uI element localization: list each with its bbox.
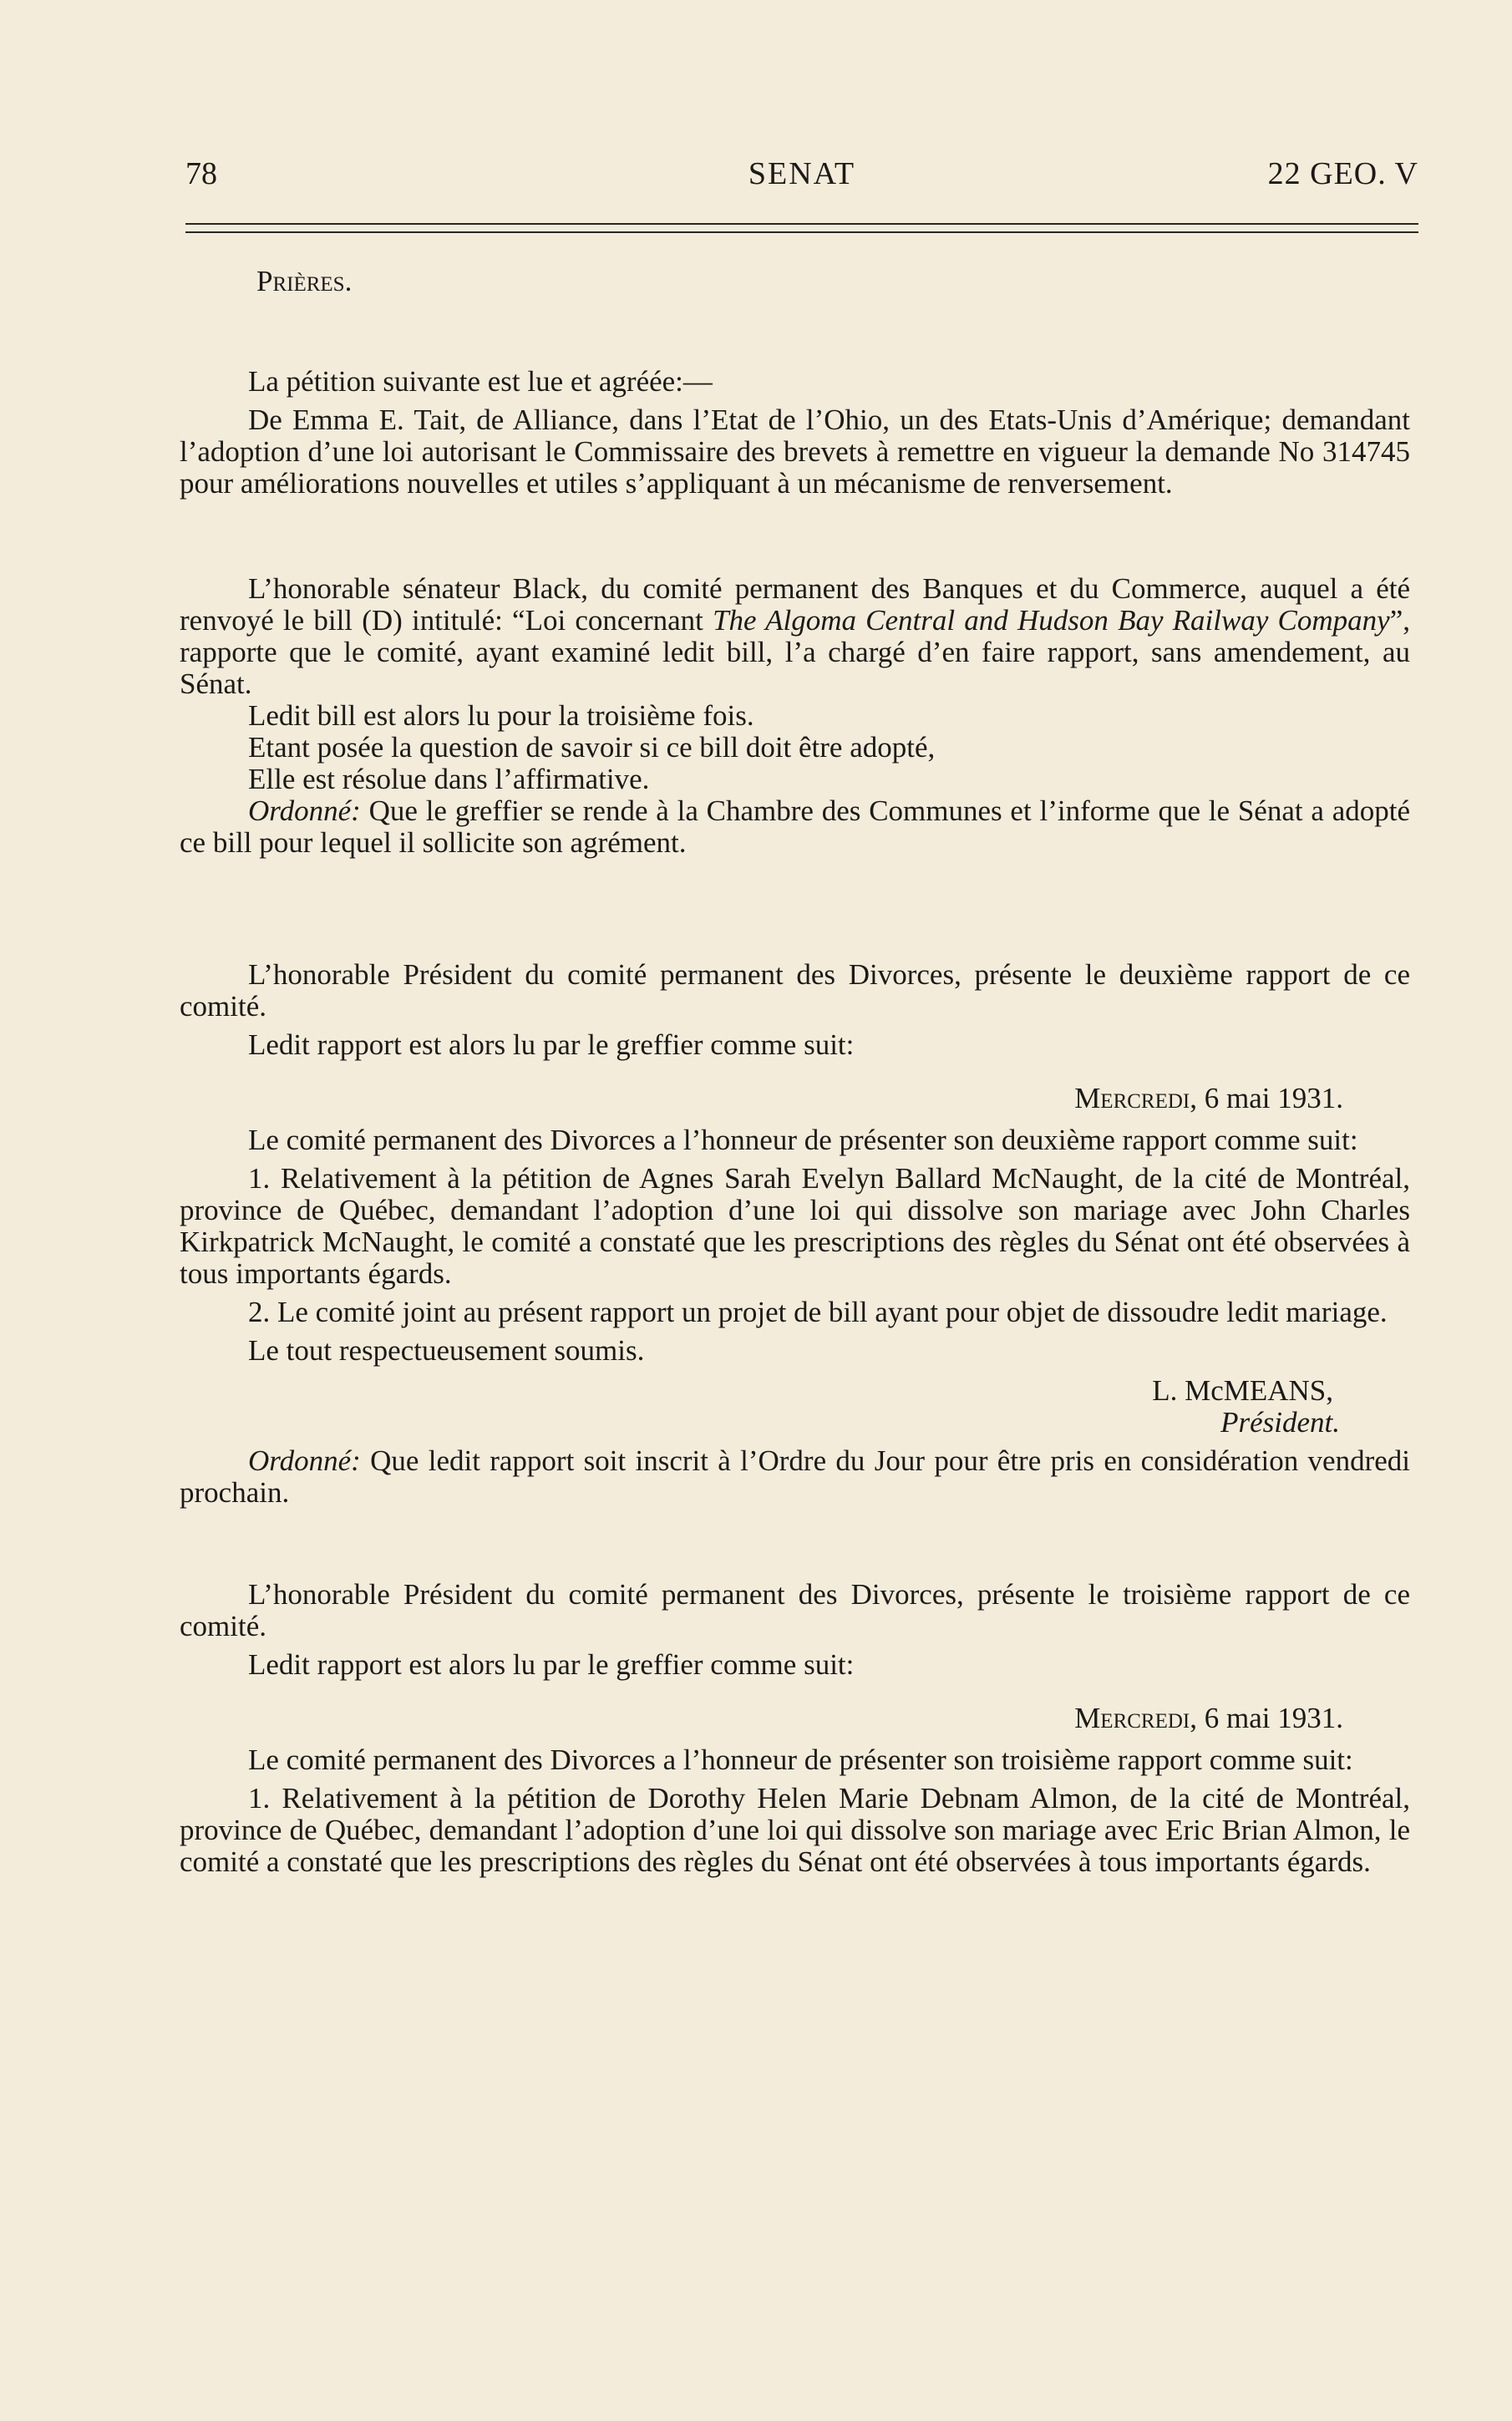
second-report-read: Ledit rapport est alors lu par le greffier comme suit:	[248, 1028, 855, 1061]
petition-text: De Emma E. Tait, de Alliance, dans l’Etat de l’Ohio, un des Etats-Unis d’Amérique; demandant l’adoption d’une loi autorisant le Commissaire des brevets à remettre en vigueur la demande No 314745 pour améliorations nouvelles et utiles s’appliquant à un mécanisme de renversement.	[180, 404, 1410, 500]
third-report-opening: Le comité permanent des Divorces a l’honneur de présenter son troisième rapport comme suit:	[248, 1743, 1353, 1776]
ordonne-paragraph: Ordonné: Que le greffier se rende à la Chambre des Communes et l’informe que le Sénat a adopté ce bill pour lequel il sollicite son agrément.	[180, 794, 1410, 859]
signature-title: Président.	[1220, 1406, 1340, 1439]
third-report-date: Mercredi, 6 mai 1931.	[1074, 1702, 1343, 1734]
affirmative-line: Elle est résolue dans l’affirmative.	[248, 763, 650, 795]
second-ordonne-paragraph: Ordonné: Que ledit rapport soit inscrit à l’Ordre du Jour pour être pris en considération vendredi prochain.	[180, 1444, 1410, 1509]
second-report-item-2: 2. Le comité joint au présent rapport un projet de bill ayant pour objet de dissoudre ledit mariage.	[248, 1296, 1388, 1328]
second-report-intro: L’honorable Président du comité permanent des Divorces, présente le deuxième rapport de ce comité.	[180, 958, 1410, 1023]
header-rule-top	[185, 223, 1418, 225]
page-title: SENAT	[748, 156, 856, 191]
petition-intro: La pétition suivante est lue et agréée:—	[248, 365, 713, 398]
second-report-date: Mercredi, 6 mai 1931.	[1074, 1082, 1343, 1114]
page-body	[180, 266, 1410, 1878]
signature-name: L. McMEANS,	[1152, 1374, 1333, 1407]
third-report-intro: L’honorable Président du comité permanent des Divorces, présente le troisième rapport de ce comité.	[180, 1578, 1410, 1642]
question-line: Etant posée la question de savoir si ce bill doit être adopté,	[248, 731, 936, 764]
submitted-line: Le tout respectueusement soumis.	[248, 1334, 645, 1367]
second-report-opening: Le comité permanent des Divorces a l’honneur de présenter son deuxième rapport comme suit:	[248, 1124, 1358, 1156]
black-report-paragraph: L’honorable sénateur Black, du comité permanent des Banques et du Commerce, auquel a été renvoyé le bill (D) intitulé: “Loi concernant The Algoma Central and Hudson Bay Railway Company”, rapporte que le comité, ayant examiné ledit bill, l’a chargé d’en faire rapport, sans amendement, au Sénat.	[180, 572, 1411, 700]
prayers-heading: Prières.	[256, 265, 353, 297]
third-report-item-1: 1. Relativement à la pétition de Dorothy Helen Marie Debnam Almon, de la cité de Montréal, province de Québec, demandant l’adoption d’une loi qui dissolve son mariage avec Eric Brian Almon, le comité a constaté que les prescriptions des règles du Sénat ont été observées à tous importants égards.	[180, 1782, 1410, 1878]
header-rule-bottom	[185, 231, 1418, 233]
page-header	[185, 155, 1418, 206]
regnal-year: 22 GEO. V	[1267, 156, 1418, 191]
bill-title: The Algoma Central and Hudson Bay Railway Company	[713, 604, 1390, 637]
page-number: 78	[185, 156, 217, 191]
third-report-read: Ledit rapport est alors lu par le greffier comme suit:	[248, 1648, 855, 1681]
second-report-item-1: 1. Relativement à la pétition de Agnes Sarah Evelyn Ballard McNaught, de la cité de Montréal, province de Québec, demandant l’adoption d’une loi qui dissolve son mariage avec John Charles Kirkpatrick McNaught, le comité a constaté que les prescriptions des règles du Sénat ont été observées à tous importants égards.	[180, 1162, 1410, 1290]
third-reading-line: Ledit bill est alors lu pour la troisième fois.	[248, 699, 754, 732]
